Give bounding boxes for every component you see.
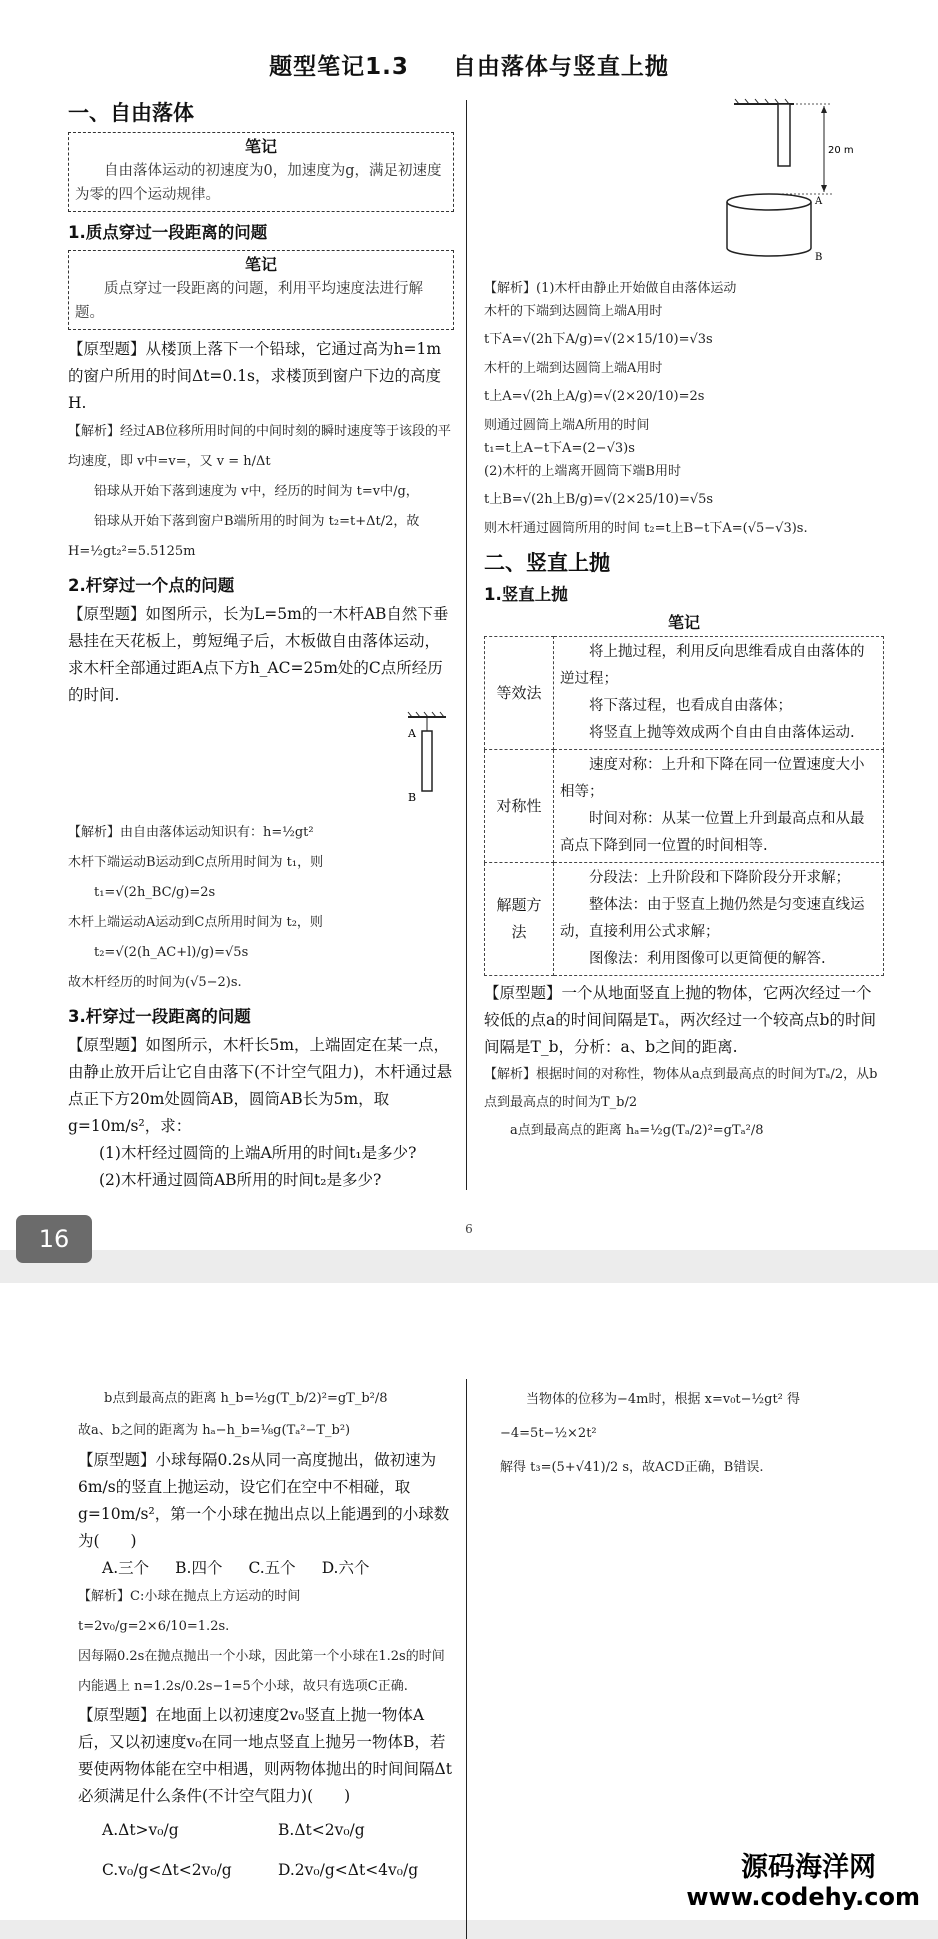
row-content (554, 637, 884, 750)
answer-text: 【解析】由自由落体运动知识有：h=½gt² (68, 825, 314, 840)
option-d: D.六个 (321, 1559, 370, 1577)
row-content (554, 750, 884, 863)
answer-text: 木杆的上端到达圆筒上端A用时 (484, 361, 663, 376)
answer-text: 解得 t₃=(5+√41)/2 s，故ACD正确，B错误. (500, 1460, 764, 1475)
notes-row (485, 863, 884, 976)
watermark-url: www.codehy.com (686, 1883, 920, 1911)
answer-formula: b点到最高点的距离 h_b=½g(T_b/2)²=gT_b²/8 (104, 1391, 388, 1406)
watermark-text: 源码海洋网 (741, 1852, 876, 1883)
row-label: 解题方法 (485, 863, 554, 976)
answer-text: 则通过圆筒上端A所用的时间 (484, 418, 650, 433)
right-column (484, 98, 884, 1145)
row-line: 图像法：利用图像可以更简便的解答. (589, 951, 826, 967)
page-badge: 16 (16, 1215, 92, 1263)
note-heading: 笔记 (667, 613, 700, 632)
row-line: 将上抛过程，利用反向思维看成自由落体的逆过程； (560, 644, 865, 687)
page-number: 6 (465, 1222, 473, 1236)
subsection-heading: 2.杆穿过一个点的问题 (68, 576, 235, 595)
answer-formula: 故a、b之间的距离为 hₐ−h_b=⅛g(Tₐ²−T_b²) (78, 1423, 351, 1438)
row-line: 将竖直上抛等效成两个自由自由落体运动. (589, 725, 855, 741)
svg-text:B: B (408, 791, 417, 804)
answer-formula: a点到最高点的距离 hₐ=½g(Tₐ/2)²=gTₐ²/8 (510, 1123, 764, 1138)
answer-formula: t上A=√(2h上A/g)=√(2×20/10)=2s (484, 389, 705, 404)
row-line: 分段法：上升阶段和下降阶段分开求解； (589, 870, 850, 886)
question-part: (1)木杆经过圆筒的上端A所用的时间t₁是多少? (99, 1144, 417, 1162)
title-number: 题型笔记1.3 (269, 54, 409, 80)
note-box (68, 132, 454, 212)
subsection-heading: 3.杆穿过一段距离的问题 (68, 1007, 251, 1026)
option-c: C.v₀/g<Δt<2v₀/g (102, 1861, 232, 1879)
option-a: A.三个 (102, 1559, 150, 1577)
title-text: 自由落体与竖直上抛 (452, 54, 669, 80)
note-box (68, 250, 454, 330)
row-line: 速度对称：上升和下降在同一位置速度大小相等； (560, 757, 865, 800)
answer-text: 铅球从开始下落到速度为 v中，经历的时间为 t=v中/g， (94, 484, 419, 499)
question-text: 【原型题】小球每隔0.2s从同一高度抛出，做初速为6m/s的竖直上抛运动，设它们在空中不相碰，取g=10m/s²，第一个小球在抛出点以上能遇到的小球数为( ) (78, 1451, 450, 1550)
answer-text: H=½gt₂²=5.5125m (68, 544, 196, 559)
answer-text: 则木杆通过圆筒所用的时间 t₂=t上B−t下A=(√5−√3)s. (484, 521, 808, 536)
subsection-heading: 1.竖直上抛 (484, 585, 568, 604)
row-line: 时间对称：从某一位置上升到最高点和从最高点下降到同一位置的时间相等. (560, 811, 865, 854)
row-line: 将下落过程，也看成自由落体； (589, 698, 792, 714)
options-row (78, 1555, 454, 1582)
document-page-2 (0, 1283, 938, 1920)
svg-text:A: A (815, 196, 823, 207)
column-divider (466, 1379, 467, 1939)
answer-text: 铅球从开始下落到窗户B端所用的时间为 t₂=t+Δt/2，故 (94, 514, 420, 529)
left-column (68, 96, 454, 1194)
note-text: 自由落体运动的初速度为0，加速度为g，满足初速度为零的四个运动规律。 (75, 163, 442, 203)
note-heading: 笔记 (244, 137, 277, 156)
svg-text:B: B (815, 252, 823, 263)
row-label: 对称性 (485, 750, 554, 863)
subsection-heading: 1.质点穿过一段距离的问题 (68, 223, 268, 242)
answer-text: 因每隔0.2s在抛点抛出一个小球，因此第一个小球在1.2s的时间内能遇上 n=1.2s/0.2s−1=5个小球，故只有选项C正确. (78, 1649, 445, 1694)
section-heading: 二、竖直上抛 (484, 551, 610, 575)
notes-row (485, 637, 884, 750)
answer-formula: −4=5t−½×2t² (500, 1426, 597, 1441)
section-heading: 一、自由落体 (68, 101, 194, 125)
answer-text: 木杆的下端到达圆筒上端A用时 (484, 304, 663, 319)
right-column (500, 1383, 890, 1485)
answer-formula: t₁=t上A−t下A=(2−√3)s (484, 441, 635, 456)
row-label: 等效法 (485, 637, 554, 750)
rod-figure (68, 709, 454, 809)
note-text: 质点穿过一段距离的问题，利用平均速度法进行解题。 (75, 281, 423, 321)
question-text: 【原型题】如图所示，木杆长5m，上端固定在某一点，由静止放开后让它自由落下(不计空气阻力)，木杆通过悬点正下方20m处圆筒AB，圆筒AB长为5m，取g=10m/s²，求： (68, 1036, 453, 1135)
question-text: 【原型题】从楼顶上落下一个铅球，它通过高为h=1m的窗户所用的时间Δt=0.1s，求楼顶到窗户下边的高度H. (68, 340, 442, 412)
question-part: (2)木杆通过圆筒AB所用的时间t₂是多少? (99, 1171, 382, 1189)
answer-text: 【解析】经过AB位移所用时间的中间时刻的瞬时速度等于该段的平均速度，即 v中=v=，又 v = h/Δt (68, 424, 451, 469)
answer-text: 【解析】根据时间的对称性，物体从a点到最高点的时间为Tₐ/2，从b点到最高点的时间为T_b/2 (484, 1067, 878, 1110)
question-text: 【原型题】如图所示，长为L=5m的一木杆AB自然下垂悬挂在天花板上，剪短绳子后，木板做自由落体运动，求木杆全部通过距A点下方h_AC=25m处的C点所经历的时间. (68, 605, 449, 704)
question-text: 【原型题】在地面上以初速度2v₀竖直上抛一物体A后，又以初速度v₀在同一地点竖直上抛另一物体B，若要使两物体能在空中相遇，则两物体抛出的时间间隔Δt必须满足什么条件(不计空气阻力)( ) (78, 1706, 452, 1805)
answer-text: 【解析】(1)木杆由静止开始做自由落体运动 (484, 281, 737, 296)
answer-text: 木杆下端运动B运动到C点所用时间为 t₁，则 (68, 855, 324, 870)
options-grid (78, 1810, 454, 1890)
left-column (78, 1383, 454, 1890)
svg-text:20 m: 20 m (828, 145, 854, 156)
option-a: A.Δt>v₀/g (102, 1821, 179, 1839)
row-line: 整体法：由于竖直上抛仍然是匀变速直线运动，直接利用公式求解； (560, 897, 865, 940)
answer-text: 故木杆经历的时间为(√5−2)s. (68, 975, 242, 990)
notes-table (484, 636, 884, 976)
option-b: B.Δt<2v₀/g (278, 1821, 365, 1839)
answer-formula: t₁=√(2h_BC/g)=2s (94, 885, 216, 900)
column-divider (466, 100, 467, 1190)
option-c: C.五个 (248, 1559, 296, 1577)
answer-formula: t₂=√(2(h_AC+l)/g)=√5s (94, 945, 249, 960)
rod-tube-figure (484, 98, 884, 268)
answer-formula: t下A=√(2h下A/g)=√(2×15/10)=√3s (484, 332, 713, 347)
answer-text: 木杆上端运动A运动到C点所用时间为 t₂，则 (68, 915, 323, 930)
svg-text:A: A (408, 727, 416, 740)
page-title (0, 48, 938, 81)
notes-row (485, 750, 884, 863)
answer-text: (2)木杆的上端离开圆筒下端B用时 (484, 464, 681, 479)
option-d: D.2v₀/g<Δt<4v₀/g (278, 1861, 419, 1879)
note-heading: 笔记 (244, 255, 277, 274)
row-content (554, 863, 884, 976)
answer-formula: t上B=√(2h上B/g)=√(2×25/10)=√5s (484, 492, 714, 507)
question-text: 【原型题】一个从地面竖直上抛的物体，它两次经过一个较低的点a的时间间隔是Tₐ，两次经过一个较高点b的时间间隔是T_b，分析：a、b之间的距离. (484, 984, 876, 1056)
answer-text: 当物体的位移为−4m时，根据 x=v₀t−½gt² 得 (526, 1392, 801, 1407)
option-b: B.四个 (175, 1559, 223, 1577)
answer-text: 【解析】C:小球在抛点上方运动的时间 t=2v₀/g=2×6/10=1.2s. (78, 1589, 301, 1634)
